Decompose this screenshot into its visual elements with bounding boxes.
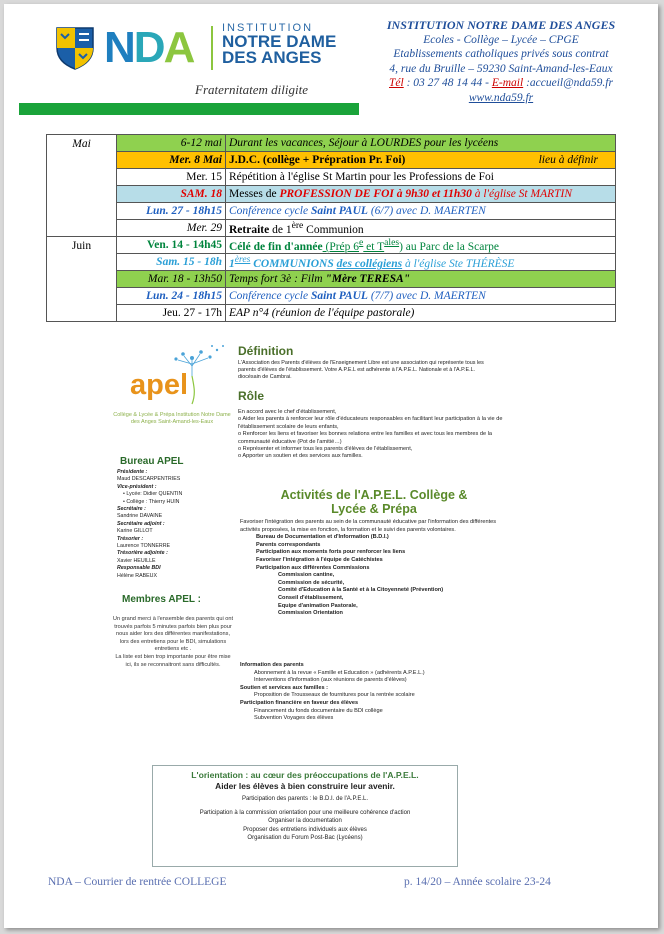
event-text: J.D.C. (collège + Prépration Pr. Foi) bbox=[229, 154, 406, 166]
commission-item: Conseil d'établissement, bbox=[278, 594, 344, 601]
orientation-line: Participation des parents : le B.D.I. de l'A.P.E.L. bbox=[241, 796, 369, 802]
table-row bbox=[47, 220, 616, 237]
bureau-member: Laurence TONNERRE bbox=[117, 543, 171, 550]
finance-item: Financement du fonds documentaire du BDI collège bbox=[254, 707, 383, 714]
contact-line-2: Etablissements catholiques privés sous contrat bbox=[393, 48, 609, 60]
activity-item: Participation aux moments forts pour renforcer les liens bbox=[256, 549, 406, 556]
definition-text: L'Association des Parents d'élèves de l'Enseignement Libre est une association qui représente tous les parents d'élèves de l'établissement. Votre A.P.E.L est adhérente à l'A.P.E.L. Nationale et à l'A.P.E.L. diocésain de Cambrai. bbox=[238, 360, 484, 381]
event-text: 1 bbox=[229, 257, 235, 270]
membres-paragraph: La liste est bien trop importante pour être mise ici, ils se reconnaitront sans difficultés. bbox=[115, 653, 231, 668]
bureau-list bbox=[117, 469, 237, 580]
event-highlight: COMMUNIONS bbox=[250, 257, 337, 270]
bureau-heading: Bureau APEL bbox=[120, 456, 184, 467]
event-text: Messes de bbox=[229, 188, 280, 200]
event-highlight: Retraite bbox=[229, 223, 270, 236]
event-text: à l'église Ste THÉRÈSE bbox=[402, 257, 515, 270]
activity-item: Participation aux différentes Commissions bbox=[256, 564, 370, 571]
info-heading: Information des parents bbox=[240, 662, 304, 668]
orientation-list bbox=[153, 809, 457, 843]
phone-label: Tél bbox=[389, 77, 404, 89]
header-green-bar bbox=[19, 103, 359, 115]
event-text: à l'église St MARTIN bbox=[471, 188, 573, 200]
event-cell bbox=[226, 186, 616, 203]
bureau-member: • Collège : Thierry HUIN bbox=[123, 498, 180, 505]
date-cell: Jeu. 27 - 17h bbox=[117, 305, 226, 322]
date-cell: SAM. 18 bbox=[117, 186, 226, 203]
date-cell: Sam. 15 - 18h bbox=[117, 254, 226, 271]
event-cell bbox=[226, 203, 616, 220]
finance-item: Subvention Voyages des élèves bbox=[254, 715, 334, 722]
definition-heading: Définition bbox=[238, 344, 294, 358]
commission-item: Commission de sécurité, bbox=[278, 579, 345, 586]
activity-item: Bureau de Documentation et d'Information (B.D.I.) bbox=[256, 534, 389, 541]
event-sup: ère bbox=[291, 220, 304, 232]
info-item: Abonnement à la revue « Famille et Education » (adhérents A.P.E.L.) bbox=[254, 669, 425, 676]
table-row bbox=[47, 203, 616, 220]
bureau-member: Sandrine DAVAINE bbox=[117, 513, 163, 520]
event-text: et T bbox=[363, 240, 385, 253]
role-item: o Renforcer les liens et favoriser les bonnes relations entre les familles et avec tous les membres de la communauté éducative (Pot de l'amitié…) bbox=[238, 431, 493, 445]
contact-line-1: Ecoles - Collège – Lycée – CPGE bbox=[423, 33, 579, 46]
commission-item: Comité d'Education à la Santé et à la Citoyenneté (Prévention) bbox=[278, 587, 444, 594]
month-cell: Mai bbox=[47, 135, 117, 237]
orientation-title: L'orientation : au cœur des préoccupations de l'A.P.E.L. bbox=[191, 770, 419, 780]
bureau-role: Secrétaire : bbox=[117, 506, 146, 513]
date-cell: Mer. 8 Mai bbox=[117, 152, 226, 169]
role-heading: Rôle bbox=[238, 389, 265, 403]
event-highlight: Saint PAUL bbox=[310, 205, 368, 217]
bureau-member: Xavier HEUILLE bbox=[117, 557, 156, 564]
orientation-subtitle: Aider les élèves à bien construire leur avenir. bbox=[215, 781, 395, 791]
motto: Fraternitatem diligite bbox=[195, 82, 309, 97]
bureau-role: Présidente : bbox=[117, 469, 148, 475]
commission-item: Commission cantine, bbox=[278, 572, 335, 579]
contact-block bbox=[366, 18, 636, 105]
schedule-table bbox=[46, 134, 616, 322]
event-text: Temps fort 3è : Film bbox=[229, 273, 326, 285]
event-text: (Prép 6 bbox=[322, 240, 360, 253]
logo-school-name: NOTRE DAME DES ANGES bbox=[222, 32, 337, 67]
event-highlight: des collégiens bbox=[336, 257, 403, 270]
bureau-role: Trésorier : bbox=[117, 535, 144, 542]
info-list bbox=[240, 662, 510, 723]
apel-logo-subtitle: Collège & Lycée & Prépa Institution Notre Dame des Anges Saint-Amand-les-Eaux bbox=[113, 412, 231, 425]
email-value[interactable]: :accueil@nda59.fr bbox=[523, 77, 613, 89]
event-note: lieu à définir bbox=[538, 154, 598, 166]
role-list bbox=[238, 409, 508, 461]
role-item: o Aider les parents à renforcer leur rôle d'éducateurs responsables en facilitant leur participation à la vie de l'établissement scolaire de leurs enfants, bbox=[238, 416, 503, 430]
table-row bbox=[47, 237, 616, 254]
table-row bbox=[47, 152, 616, 169]
shield-logo-icon bbox=[55, 26, 95, 70]
logo-institution-label: INSTITUTION bbox=[222, 22, 314, 34]
table-row bbox=[47, 271, 616, 288]
bureau-role: Trésorière adjointe : bbox=[117, 550, 168, 557]
event-cell bbox=[226, 152, 616, 169]
activity-item: Favoriser l'intégration à l'équipe de Catéchistes bbox=[256, 556, 383, 563]
activities-intro: Favoriser l'intégration des parents au sein de la communauté éducative par l'information des différentes activités proposées, la mise en fonction, la formation et le suivi des parents volontaires. bbox=[240, 519, 497, 533]
event-cell bbox=[226, 237, 616, 254]
soutien-heading: Soutien et services aux familles : bbox=[240, 684, 328, 691]
event-cell bbox=[226, 220, 616, 237]
event-highlight: Célé de fin d'année bbox=[229, 240, 323, 253]
event-highlight: Saint PAUL bbox=[310, 290, 368, 302]
table-row bbox=[47, 305, 616, 322]
event-cell: Répétition à l'église St Martin pour les Professions de Foi bbox=[226, 169, 616, 186]
event-text: de 1 bbox=[269, 223, 292, 236]
orientation-line: Organisation du Forum Post-Bac (Lycéens) bbox=[247, 835, 363, 842]
event-text: ) au Parc de la Scarpe bbox=[399, 240, 500, 253]
date-cell: Mar. 18 - 13h50 bbox=[117, 271, 226, 288]
role-item: o Représenter et informer tous les parents d'élèves de l'établissement, bbox=[238, 446, 413, 453]
table-row bbox=[47, 186, 616, 203]
event-highlight: "Mère TERESA" bbox=[325, 273, 411, 285]
info-item: Interventions d'information (aux réunions de parents d'élèves) bbox=[254, 677, 407, 684]
website-link[interactable]: www.nda59.fr bbox=[468, 91, 534, 104]
bureau-member: Maud DESCARPENTRIES bbox=[117, 476, 181, 483]
activity-item: Parents correspondants bbox=[256, 541, 321, 548]
phone-value: : 03 27 48 14 44 - bbox=[403, 77, 492, 89]
footer-left: NDA – Courrier de rentrée COLLEGE bbox=[48, 876, 227, 888]
event-cell bbox=[226, 254, 616, 271]
date-cell: Lun. 27 - 18h15 bbox=[117, 203, 226, 220]
date-cell: Mer. 29 bbox=[117, 220, 226, 237]
event-text: Conférence cycle bbox=[229, 205, 311, 217]
event-highlight: PROFESSION DE FOI à 9h30 et 11h30 bbox=[279, 188, 472, 200]
bureau-role: Vice-président : bbox=[117, 483, 157, 490]
date-cell: Lun. 24 - 18h15 bbox=[117, 288, 226, 305]
event-text: (6/7) avec D. MAERTEN bbox=[367, 205, 486, 217]
role-item: o Apporter un soutien et des services aux familles. bbox=[238, 453, 363, 460]
contact-title: INSTITUTION NOTRE DAME DES ANGES bbox=[386, 18, 616, 32]
orientation-box bbox=[152, 765, 458, 867]
event-text: Conférence cycle bbox=[229, 290, 311, 302]
activities-heading: Activités de l'A.P.E.L. Collège & Lycée & Prépa bbox=[280, 488, 468, 516]
bureau-role: Secrétaire adjoint : bbox=[117, 520, 165, 527]
orientation-line: Participation à la commission orientation pour une meilleure cohérence d'action bbox=[199, 810, 411, 816]
logo-separator bbox=[211, 26, 213, 70]
contact-line-3: 4, rue du Bruille – 59230 Saint-Amand-les-Eaux bbox=[389, 62, 613, 75]
event-sup: e bbox=[359, 237, 364, 249]
soutien-item: Proposition de Trousseaux de fournitures pour la rentrée scolaire bbox=[254, 692, 415, 699]
table-row bbox=[47, 169, 616, 186]
commission-item: Equipe d'animation Pastorale, bbox=[278, 602, 358, 609]
orientation-line: Proposer des entretiens individuels aux élèves bbox=[243, 826, 367, 833]
membres-heading: Membres APEL : bbox=[122, 594, 201, 605]
event-cell bbox=[226, 288, 616, 305]
event-text: (7/7) avec D. MAERTEN bbox=[367, 290, 486, 302]
orientation-line: Organiser la documentation bbox=[268, 818, 342, 825]
event-sup: ales bbox=[384, 237, 400, 249]
document-page bbox=[4, 4, 658, 928]
event-cell bbox=[226, 271, 616, 288]
bureau-member: • Lycée: Didier QUENTIN bbox=[123, 491, 183, 498]
table-row bbox=[47, 254, 616, 271]
date-cell: Ven. 14 - 14h45 bbox=[117, 237, 226, 254]
table-row bbox=[47, 135, 616, 152]
month-cell: Juin bbox=[47, 237, 117, 322]
date-cell: 6-12 mai bbox=[117, 135, 226, 152]
table-row bbox=[47, 288, 616, 305]
event-cell: EAP n°4 (réunion de l'équipe pastorale) bbox=[226, 305, 616, 322]
bureau-role: Responsable BDI bbox=[117, 565, 161, 572]
email-label: E-mail bbox=[491, 77, 524, 89]
role-intro: En accord avec le chef d'établissement, bbox=[238, 409, 337, 415]
event-sup: ères bbox=[234, 254, 251, 266]
footer-right: p. 14/20 – Année scolaire 23-24 bbox=[404, 876, 551, 888]
event-cell: Durant les vacances, Séjour à LOURDES pour les lycéens bbox=[226, 135, 616, 152]
membres-text bbox=[112, 616, 234, 669]
commission-item: Commission Orientation bbox=[278, 610, 343, 617]
apel-logo-text: apel bbox=[130, 369, 189, 401]
bureau-member: Hélène RABEUX bbox=[117, 572, 158, 579]
membres-paragraph: Un grand merci à l'ensemble des parents qui ont trouvés parfois 5 minutes parfois bien plus pour nous aider lors des différentes manifestations, lors des entretiens pour le BDI, simulations entretiens etc . bbox=[112, 616, 234, 653]
bureau-member: Karine GILLOT bbox=[117, 528, 153, 535]
activities-list bbox=[240, 519, 510, 618]
nda-logo: NDA bbox=[104, 23, 194, 72]
event-text: Communion bbox=[303, 223, 364, 236]
finance-heading: Participation financière en faveur des élèves bbox=[240, 699, 359, 706]
contact-phone-email bbox=[366, 76, 636, 91]
date-cell: Mer. 15 bbox=[117, 169, 226, 186]
